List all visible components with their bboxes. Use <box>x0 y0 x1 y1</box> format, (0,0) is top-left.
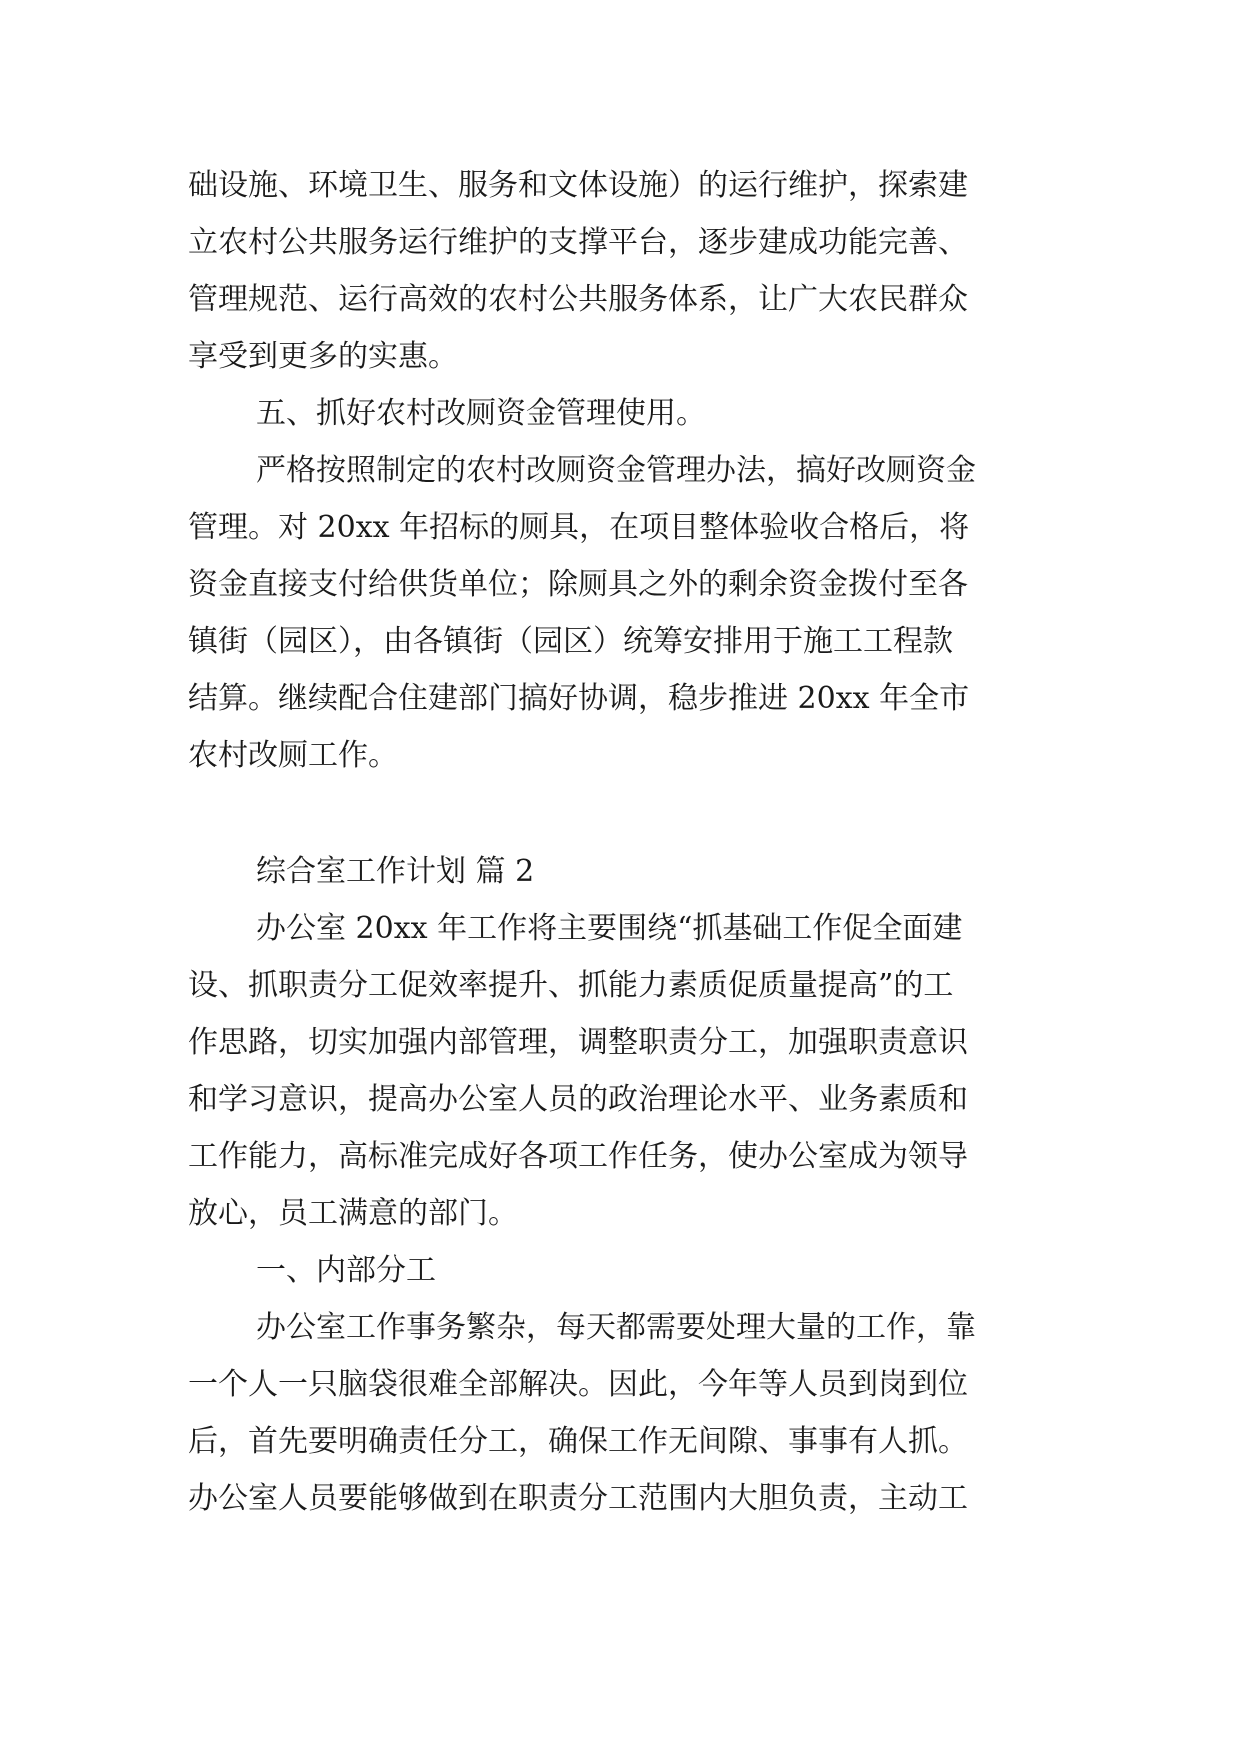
paragraph-line: 农村改厕工作。 <box>188 738 398 773</box>
paragraph-line: 一个人一只脑袋很难全部解决。因此，今年等人员到岗到位 <box>188 1367 968 1402</box>
paragraph-line: 办公室人员要能够做到在职责分工范围内大胆负责，主动工 <box>188 1481 968 1516</box>
paragraph-line: 立农村公共服务运行维护的支撑平台，逐步建成功能完善、 <box>188 225 968 260</box>
paragraph-line: 镇街（园区），由各镇街（园区）统筹安排用于施工工程款 <box>188 624 953 659</box>
paragraph-line: 后，首先要明确责任分工，确保工作无间隙、事事有人抓。 <box>188 1424 968 1459</box>
paragraph-line: 和学习意识，提高办公室人员的政治理论水平、业务素质和 <box>188 1082 968 1117</box>
paragraph-line: 管理规范、运行高效的农村公共服务体系，让广大农民群众 <box>188 282 968 317</box>
paragraph-line: 严格按照制定的农村改厕资金管理办法，搞好改厕资金 <box>256 453 976 488</box>
paragraph-line: 作思路，切实加强内部管理，调整职责分工，加强职责意识 <box>188 1025 968 1060</box>
paragraph-line: 础设施、环境卫生、服务和文体设施）的运行维护，探索建 <box>188 168 968 203</box>
document-title: 综合室工作计划 篇 2 <box>256 854 535 889</box>
paragraph-line: 结算。继续配合住建部门搞好协调，稳步推进 20xx 年全市 <box>188 681 970 716</box>
paragraph-line: 工作能力，高标准完成好各项工作任务，使办公室成为领导 <box>188 1139 968 1174</box>
paragraph-line: 享受到更多的实惠。 <box>188 339 458 374</box>
section-heading: 五、抓好农村改厕资金管理使用。 <box>256 396 706 431</box>
paragraph-line: 管理。对 20xx 年招标的厕具，在项目整体验收合格后，将 <box>188 510 970 545</box>
section-heading: 一、内部分工 <box>256 1253 436 1288</box>
paragraph-line: 放心，员工满意的部门。 <box>188 1196 518 1231</box>
paragraph-line: 办公室 20xx 年工作将主要围绕“抓基础工作促全面建 <box>256 911 963 946</box>
paragraph-line: 资金直接支付给供货单位；除厕具之外的剩余资金拨付至各 <box>188 567 968 602</box>
paragraph-line: 设、抓职责分工促效率提升、抓能力素质促质量提高”的工 <box>188 968 954 1003</box>
paragraph-line: 办公室工作事务繁杂，每天都需要处理大量的工作，靠 <box>256 1310 976 1345</box>
